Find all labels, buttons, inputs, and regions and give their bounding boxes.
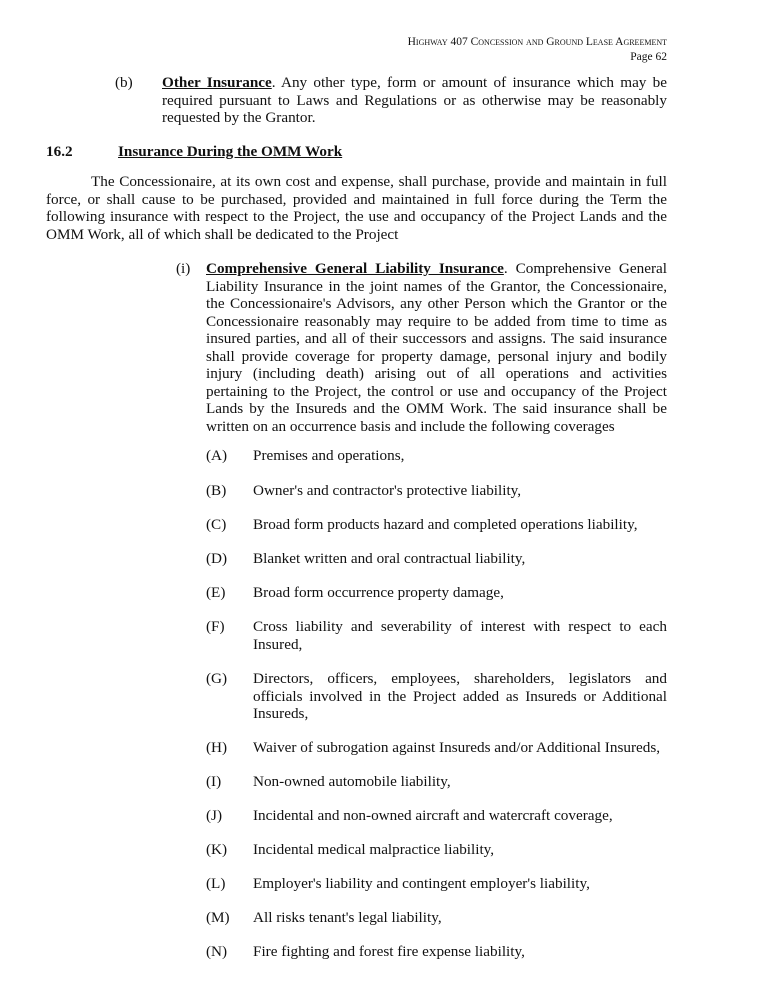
coverage-label: (N): [206, 943, 228, 960]
coverage-label: (D): [206, 550, 228, 567]
coverage-label: (A): [206, 447, 228, 464]
coverage-text: Cross liability and severability of interest with respect to each Insured,: [253, 618, 667, 653]
coverage-label: (G): [206, 670, 228, 687]
section-title: Insurance During the OMM Work: [118, 143, 343, 160]
section-intro-paragraph: The Concessionaire, at its own cost and expense, shall purchase, provide and maintain in full force, or shall cause to be purchased, provided and maintained in full force during the Term the following insurance with respect to the Project, the use and occupancy of the Project Lands and the OMM Work, all of which shall be dedicated to the Project: [46, 173, 667, 243]
coverage-text: Waiver of subrogation against Insureds and/or Additional Insureds,: [253, 739, 661, 756]
page-number: Page 62: [630, 51, 667, 63]
coverage-label: (B): [206, 482, 227, 499]
clause-i-heading: Comprehensive General Liability Insurance: [206, 260, 504, 277]
coverage-text: Owner's and contractor's protective liability,: [253, 482, 522, 499]
section-heading: [46, 143, 342, 161]
coverage-label: (F): [206, 618, 225, 635]
clause-b-label: (b): [115, 74, 133, 91]
coverage-label: (H): [206, 739, 228, 756]
clause-i-body: [206, 260, 667, 435]
coverage-text: Broad form products hazard and completed operations liability,: [253, 516, 638, 533]
coverage-label: (J): [206, 807, 223, 824]
clause-i-label: (i): [176, 260, 191, 277]
coverage-text: Broad form occurrence property damage,: [253, 584, 504, 601]
clause-b-heading: Other Insurance: [162, 74, 272, 91]
section-number: 16.2: [46, 143, 73, 160]
coverage-text: Incidental medical malpractice liability,: [253, 841, 495, 858]
coverage-label: (M): [206, 909, 230, 926]
clause-b-body: [162, 74, 667, 127]
coverage-text: Fire fighting and forest fire expense liability,: [253, 943, 525, 960]
coverage-text: All risks tenant's legal liability,: [253, 909, 442, 926]
coverage-text: Premises and operations,: [253, 447, 405, 464]
coverage-label: (I): [206, 773, 222, 790]
header-title: Highway 407 Concession and Ground Lease Agreement: [407, 36, 667, 48]
coverage-text: Employer's liability and contingent employer's liability,: [253, 875, 590, 892]
coverage-label: (L): [206, 875, 226, 892]
coverage-text: Directors, officers, employees, shareholders, legislators and officials involved in the Project added as Insureds or Additional Insureds,: [253, 670, 667, 722]
running-header: [408, 35, 667, 65]
coverage-text: Incidental and non-owned aircraft and watercraft coverage,: [253, 807, 613, 824]
clause-i-text: . Comprehensive General Liability Insurance in the joint names of the Grantor, the Concessionaire, the Concessionaire's Advisors, any other Person which the Grantor or the Concessionaire reasonably may require to be added from time to time as insured parties, and all of their successors and assigns. The said insurance shall provide coverage for property damage, personal injury and bodily injury (including death) arising out of all operations and activities pertaining to the Project, the control or use and occupancy of the Project Lands by the Insureds and the OMM Work. The said insurance shall be written on an occurrence basis and include the following coverages: [206, 260, 667, 435]
clause-b-text: . Any other type, form or amount of insurance which may be required pursuant to Laws and Regulations or as otherwise may be reasonably requested by the Grantor.: [162, 74, 667, 126]
coverage-text: Blanket written and oral contractual liability,: [253, 550, 526, 567]
coverage-label: (E): [206, 584, 226, 601]
coverage-text: Non-owned automobile liability,: [253, 773, 451, 790]
coverage-label: (K): [206, 841, 228, 858]
coverage-label: (C): [206, 516, 227, 533]
